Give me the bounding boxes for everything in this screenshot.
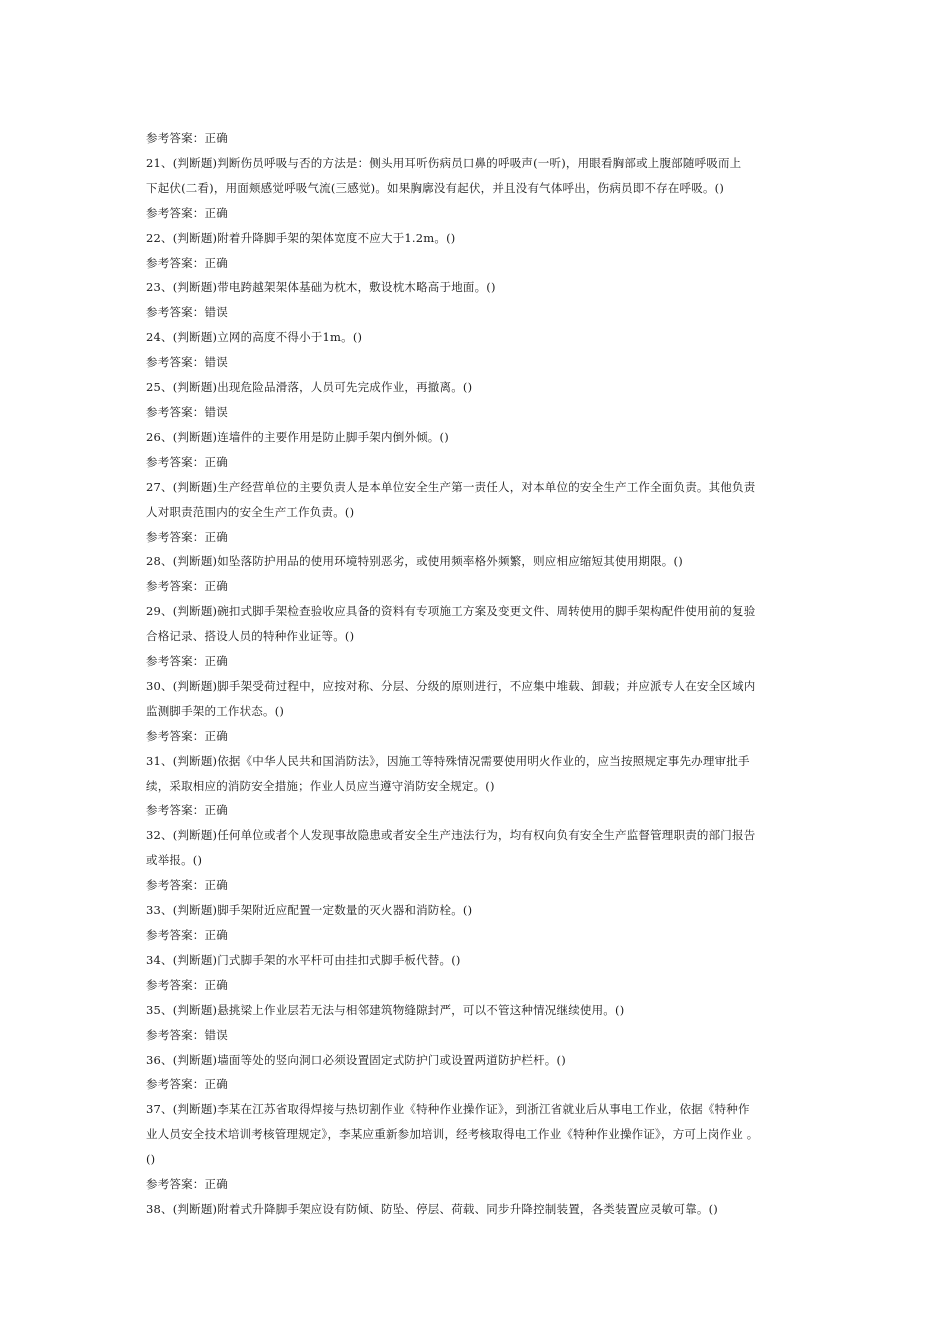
question-text-line: 或举报。(): [146, 853, 203, 868]
question-item: [146, 275, 818, 325]
question-text-line: 业人员安全技术培训考核管理规定》，李某应重新参加培训，经考核取得电工作业《特种作业操作证》，方可上岗作业 。: [146, 1127, 759, 1142]
question-text-line: 30、(判断题)脚手架受荷过程中，应按对称、分层、分级的原则进行，不应集中堆载、卸载；并应派专人在安全区域内: [146, 678, 756, 693]
question-text-line: 监测脚手架的工作状态。(): [146, 703, 285, 718]
answer-line: 参考答案：正确: [146, 728, 228, 743]
question-text-line: 34、(判断题)门式脚手架的水平杆可由挂扣式脚手板代替。(): [146, 952, 461, 967]
question-item: [146, 1048, 818, 1098]
question-item: [146, 325, 818, 375]
answer-line: 参考答案：正确: [146, 928, 228, 942]
answer-line: 参考答案：正确: [146, 878, 228, 893]
question-item: [146, 898, 818, 948]
question-item: [146, 749, 818, 824]
answer-line: 参考答案：正确: [146, 1077, 228, 1092]
answer-line: 参考答案：正确: [146, 803, 228, 818]
question-text-line: 37、(判断题)李某在江苏省取得焊接与热切割作业《特种作业操作证》，到浙江省就业后从事电工作业，依据《特种作: [146, 1102, 750, 1117]
question-text-line: 36、(判断题)墙面等处的竖向洞口必须设置固定式防护门或设置两道防护栏杆。(): [146, 1052, 566, 1067]
question-item: [146, 425, 818, 475]
question-list: [146, 151, 818, 1222]
question-item: [146, 226, 818, 276]
question-text-line: 人对职责范围内的安全生产工作负责。(): [146, 504, 355, 519]
question-item: [146, 674, 818, 749]
question-item: [146, 1097, 818, 1197]
answer-line: 参考答案：正确: [146, 977, 228, 992]
question-text-line: 下起伏(二看)，用面颊感觉呼吸气流(三感觉)。如果胸廓没有起伏，并且没有气体呼出，伤病员即不存在呼吸。(): [146, 180, 725, 195]
question-item: [146, 823, 818, 898]
question-item: [146, 151, 818, 226]
question-text-line: 24、(判断题)立网的高度不得小于1m。(): [146, 330, 363, 345]
question-text-line: 32、(判断题)任何单位或者个人发现事故隐患或者安全生产违法行为，均有权向负有安全生产监督管理职责的部门报告: [146, 828, 756, 843]
question-text-line: 21、(判断题)判断伤员呼吸与否的方法是：侧头用耳听伤病员口鼻的呼吸声(一听)，用眼看胸部或上腹部随呼吸而上: [146, 155, 742, 170]
answer-line: 参考答案：错误: [146, 404, 228, 419]
answer-line: 参考答案：正确: [146, 454, 228, 469]
answer-line: 参考答案：正确: [146, 255, 228, 270]
answer-line: 参考答案：错误: [146, 1027, 228, 1042]
question-text-line: 合格记录、搭设人员的特种作业证等。(): [146, 629, 355, 644]
answer-line: 参考答案：正确: [146, 205, 228, 220]
question-item: [146, 948, 818, 998]
question-text-line: 25、(判断题)出现危险品滑落，人员可先完成作业，再撤离。(): [146, 380, 473, 395]
question-text-line: (): [146, 1152, 156, 1167]
question-text-line: 29、(判断题)碗扣式脚手架检查验收应具备的资料有专项施工方案及变更文件、周转使用的脚手架构配件使用前的复验: [146, 604, 756, 619]
question-item: [146, 375, 818, 425]
question-item: [146, 475, 818, 550]
question-text-line: 35、(判断题)悬挑梁上作业层若无法与相邻建筑物缝隙封严，可以不管这种情况继续使用。(): [146, 1002, 625, 1017]
answer-line: 参考答案：正确: [146, 131, 228, 145]
question-text-line: 33、(判断题)脚手架附近应配置一定数量的灭火器和消防栓。(): [146, 903, 473, 918]
answer-line: 参考答案：错误: [146, 355, 228, 370]
question-text-line: 27、(判断题)生产经营单位的主要负责人是本单位安全生产第一责任人，对本单位的安全生产工作全面负责。其他负责: [146, 479, 756, 494]
question-item: [146, 1197, 818, 1222]
answer-line: 参考答案：正确: [146, 579, 228, 594]
answer-line: 参考答案：错误: [146, 305, 228, 320]
question-text-line: 22、(判断题)附着升降脚手架的架体宽度不应大于1.2m。(): [146, 230, 456, 245]
question-text-line: 28、(判断题)如坠落防护用品的使用环境特别恶劣，或使用频率格外频繁，则应相应缩短其使用期限。(): [146, 554, 683, 569]
answer-line: 参考答案：正确: [146, 1177, 228, 1192]
question-text-line: 23、(判断题)带电跨越架架体基础为枕木，敷设枕木略高于地面。(): [146, 280, 496, 295]
question-text-line: 续，采取相应的消防安全措施；作业人员应当遵守消防安全规定。(): [146, 778, 495, 793]
question-item: [146, 549, 818, 599]
answer-line: 参考答案：正确: [146, 654, 228, 669]
question-text-line: 31、(判断题)依据《中华人民共和国消防法》，因施工等特殊情况需要使用明火作业的，应当按照规定事先办理审批手: [146, 753, 750, 768]
question-text-line: 38、(判断题)附着式升降脚手架应设有防倾、防坠、停层、荷载、同步升降控制装置，各类装置应灵敏可靠。(): [146, 1201, 718, 1216]
question-text-line: 26、(判断题)连墙件的主要作用是防止脚手架内倒外倾。(): [146, 429, 449, 444]
question-item: [146, 599, 818, 674]
document-page: [146, 126, 818, 1222]
answer-line: 参考答案：正确: [146, 529, 228, 544]
question-item: [146, 998, 818, 1048]
